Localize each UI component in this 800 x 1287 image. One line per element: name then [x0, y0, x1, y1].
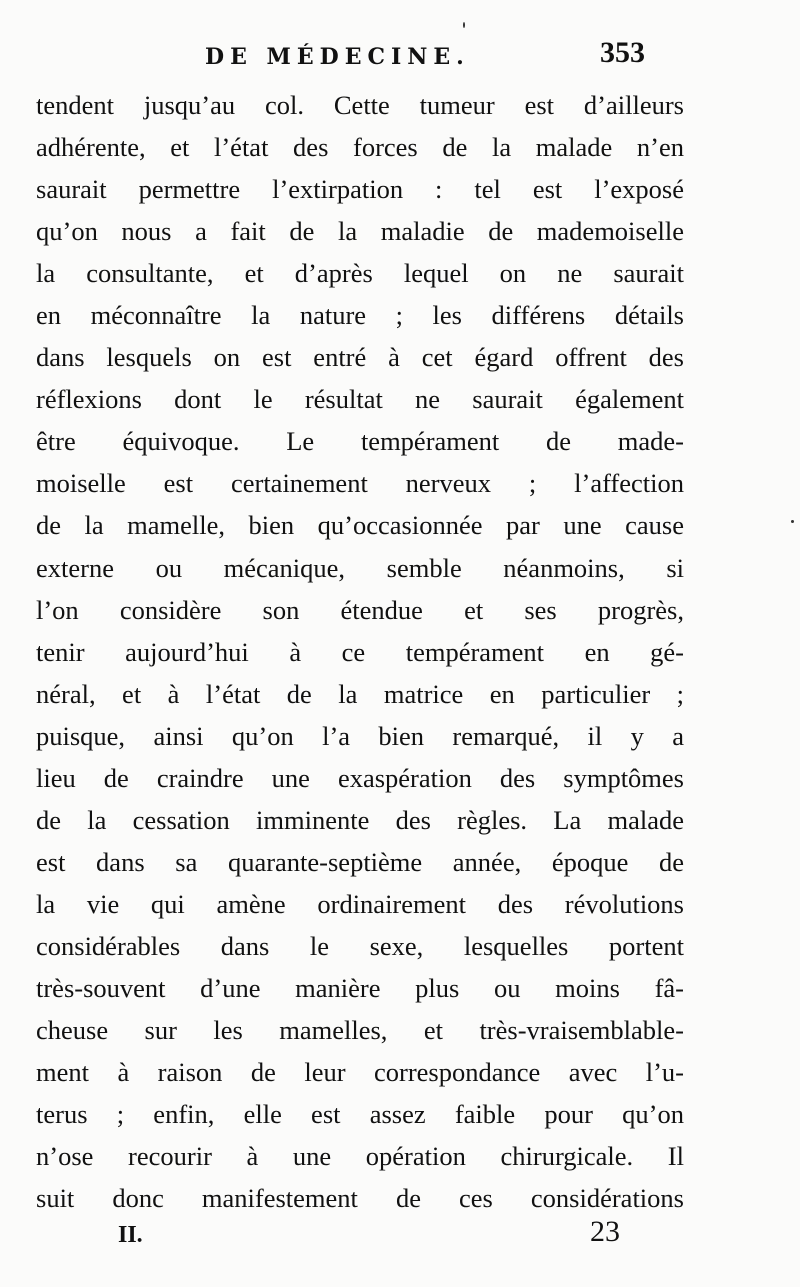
text-line: être équivoque. Le tempérament de made-: [36, 426, 684, 457]
body-text: [36, 84, 684, 1219]
text-line: ment à raison de leur correspondance avec l’u-: [36, 1057, 684, 1088]
text-line: qu’on nous a fait de la maladie de mademoiselle: [36, 216, 684, 247]
page-number: 353: [600, 36, 645, 69]
text-line: puisque, ainsi qu’on l’a bien remarqué, il y a: [36, 720, 684, 751]
text-line: externe ou mécanique, semble néanmoins, si: [36, 552, 684, 583]
text-line: en méconnaître la nature ; les différens détails: [36, 300, 684, 331]
text-line: la consultante, et d’après lequel on ne saurait: [36, 258, 684, 289]
text-line: la vie qui amène ordinairement des révolutions: [36, 888, 684, 919]
text-line: adhérente, et l’état des forces de la malade n’en: [36, 132, 684, 163]
text-line: suit donc manifestement de ces considérations: [36, 1183, 684, 1214]
text-line: lieu de craindre une exaspération des symptômes: [36, 762, 684, 793]
text-line: est dans sa quarante-septième année, époque de: [36, 846, 684, 877]
text-line: l’on considère son étendue et ses progrès,: [36, 594, 684, 625]
text-line: terus ; enfin, elle est assez faible pour qu’on: [36, 1099, 684, 1130]
text-line: néral, et à l’état de la matrice en particulier ;: [36, 678, 684, 709]
text-line: n’ose recourir à une opération chirurgicale. Il: [36, 1141, 684, 1172]
text-line: de la cessation imminente des règles. La malade: [36, 804, 684, 835]
ink-speck: [463, 22, 465, 28]
text-line: très-souvent d’une manière plus ou moins fâ-: [36, 972, 684, 1003]
signature-number: 23: [590, 1215, 620, 1248]
ink-speck: [791, 520, 794, 523]
text-line: considérables dans le sexe, lesquelles portent: [36, 930, 684, 961]
text-line: tendent jusqu’au col. Cette tumeur est d’ailleurs: [36, 90, 684, 120]
signature-mark: II.: [118, 1222, 143, 1248]
text-line: moiselle est certainement nerveux ; l’affection: [36, 468, 684, 499]
text-line: réflexions dont le résultat ne saurait également: [36, 384, 684, 415]
running-title: DE MÉDECINE.: [205, 44, 470, 70]
text-line: de la mamelle, bien qu’occasionnée par une cause: [36, 510, 684, 541]
text-line: cheuse sur les mamelles, et très-vraisemblable-: [36, 1015, 684, 1046]
text-line: dans lesquels on est entré à cet égard offrent des: [36, 342, 684, 373]
text-line: saurait permettre l’extirpation : tel est l’exposé: [36, 174, 684, 205]
text-line: tenir aujourd’hui à ce tempérament en gé-: [36, 636, 684, 667]
